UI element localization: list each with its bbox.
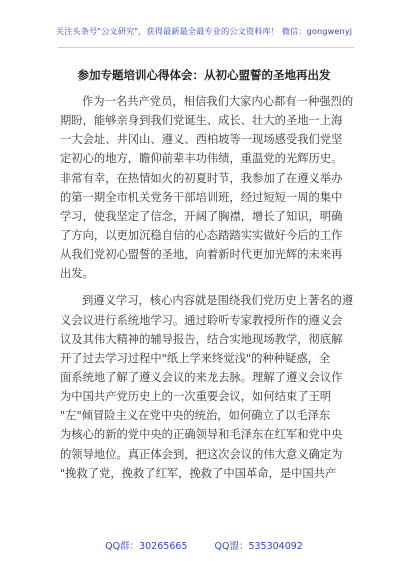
header-promo-note: 关注头条号"公文研究"，获得最新最全最专业的公文资料库！ 微信：gongwenyj	[55, 26, 353, 36]
text-line: 议及其伟大精神的辅导报告，结合实地现场教学，彻底解	[60, 332, 343, 346]
text-line: 作为一名共产党员，相信我们大家内心都有一种强烈的	[82, 95, 354, 108]
footer-qq-group: QQ群：30265665	[105, 541, 188, 552]
paragraph-1	[60, 92, 355, 283]
paragraph-gap	[60, 283, 355, 291]
header-divider	[58, 47, 354, 48]
paragraph-2	[60, 291, 355, 482]
text-line: 的领导地位。真正体会到，把这次会议的伟大意义确定为	[60, 447, 343, 461]
text-line: "挽救了党，挽救了红军，挽救了中国革命，是中国共产	[60, 466, 337, 480]
footer-contact	[0, 538, 408, 552]
text-line: 开了过去学习过程中"纸上学来终觉浅"的种种疑惑，全	[60, 351, 331, 365]
text-line: 非常有幸，在热情如火的初夏时节，我参加了在遵义举办	[60, 171, 343, 185]
text-line: 了方向，以更加沉稳自信的心态踏踏实实做好今后的工作	[60, 228, 343, 242]
text-line: 的第一期全市机关党务干部培训班，经过短短一周的集中	[60, 190, 343, 204]
text-line: 期盼，能够亲身到我们党诞生、成长、壮大的圣地一上海	[60, 114, 343, 128]
footer-qq-alliance: QQ盟：535304092	[214, 541, 303, 552]
text-line: 一大会址、井冈山、遵义、西柏坡等一现场感受我们党坚	[60, 133, 343, 147]
document-body	[60, 92, 355, 483]
text-line: 出发。	[60, 267, 94, 281]
document-title: 参加专题培训心得体会：从初心盟誓的圣地再出发	[77, 68, 331, 82]
text-line: "左"倾冒险主义在党中央的统治，如何确立了以毛泽东	[60, 409, 331, 423]
text-line: 从我们党初心盟誓的圣地，向着新时代更加光辉的未来再	[60, 248, 343, 262]
text-line: 到遵义学习，核心内容就是围绕我们党历史上著名的遵	[82, 294, 354, 308]
text-line: 定初心的地方，瞻仰前辈丰功伟绩，重温党的光辉历史。	[60, 152, 343, 166]
text-line: 为核心的新的党中央的正确领导和毛泽东在红军和党中央	[60, 428, 343, 442]
text-line: 面系统地了解了遵义会议的来龙去脉。理解了遵义会议作	[60, 370, 343, 384]
text-line: 义会议进行系统地学习。通过聆听专家教授所作的遵义会	[60, 313, 343, 327]
text-line: 学习，使我坚定了信念，开阔了胸襟，增长了知识，明确	[60, 209, 343, 223]
text-line: 为中国共产党历史上的一次重要会议，如何结束了王明	[60, 390, 332, 404]
